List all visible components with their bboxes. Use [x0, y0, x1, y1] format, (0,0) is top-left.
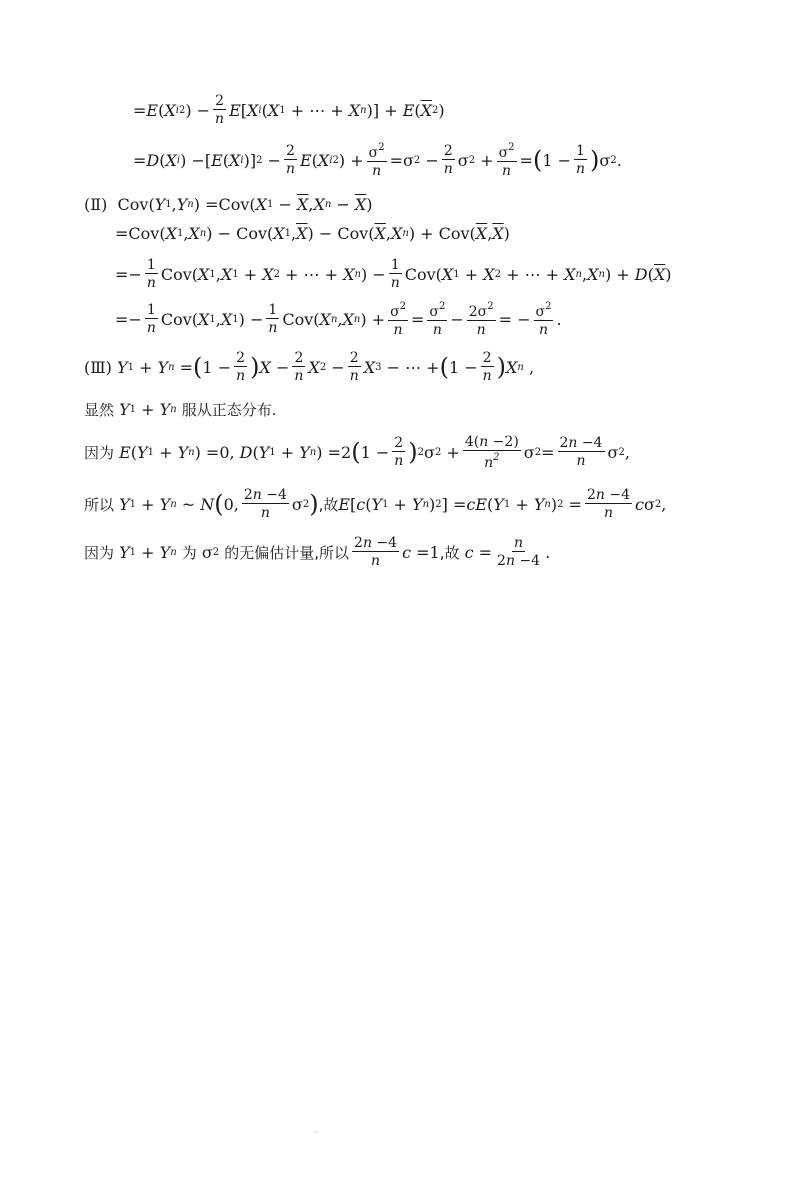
equation-line-1: = E ( X i 2 ) − $\frac{2}{n}$ E [ X i ( X 1 + ⋯ + X n )] + E ( $\overline{X}$ 2 ) [133, 93, 445, 127]
text-line-10: 所以 Y 1 + Y n ~ N ( 0, $\frac{2n -4}{n}$ σ 2 ) ,故 E [ c ( Y 1 + Y n ) 2 ] = cE ( Y 1 + Y n ) 2 = $\frac{2n -4}{n}$ c σ 2 , [84, 487, 667, 521]
scan-mark [314, 1131, 318, 1133]
part-iii-label: (Ⅲ) [84, 357, 112, 377]
fraction: $\frac{2}{n}$ [215, 93, 225, 127]
equation-line-2: = D ( X i ) −[ E ( X i )] 2 − $\frac{2}{n}$ E ( X i 2 ) + $\frac{\sigma^2}{n}$ =σ 2 − $\frac{2}{n}$ σ 2 + $\frac{\sigma^2}{n}$ = ( 1 − $\frac{1}{n}$ ) σ 2 . [133, 141, 622, 179]
text-line-9: 因为 E ( Y 1 + Y n ) =0, D ( Y 1 + Y n ) =2 ( 1 − $\frac{2}{n}$ ) 2 σ 2 + $\frac{4(n -2)}{n^2}$ σ 2 = $\frac{2n -4}{n}$ σ 2 , [84, 433, 630, 471]
equation-line-3: (Ⅱ) Cov( Y 1 , Y n ) =Cov( X 1 − $\overline{X}$ , X n − $\overline{X}$ ) [84, 194, 373, 214]
part-ii-label: (Ⅱ) [84, 194, 108, 214]
equation-line-4: =Cov( X 1 , X n ) − Cov( X 1 , $\overline{X}$ ) − Cov( $\overline{X}$ , X n ) + Cov( $\overline{X}$ , $\overline{X}$ ) [115, 223, 510, 243]
equation-line-6: =− $\frac{1}{n}$ Cov( X 1 , X 1 ) − $\frac{1}{n}$ Cov( X n , X n ) + $\frac{\sigma^2}{n}$ = $\frac{\sigma^2}{n}$ − $\frac{2\sigma^2}{n}$ = − $\frac{\sigma^2}{n}$ . [115, 300, 562, 338]
text-line-8: 显然 Y 1 + Y n 服从正态分布. [84, 399, 277, 419]
text-line-11: 因为 Y 1 + Y n 为 σ 2 的无偏估计量,所以 $\frac{2n -4}{n}$ c =1 ,故 c = $\frac{n}{2n -4}$ . [84, 535, 551, 569]
equation-line-5: =− $\frac{1}{n}$ Cov( X 1 , X 1 + X 2 + ⋯ + X n ) − $\frac{1}{n}$ Cov( X 1 + X 2 + ⋯ + X n , X n ) + D ( $\overline{X}$ ) [115, 257, 672, 291]
equation-line-7: (Ⅲ) Y 1 + Y n = ( 1 − $\frac{2}{n}$ ) X − $\frac{2}{n}$ X 2 − $\frac{2}{n}$ X 3 − ⋯ + ( 1 − $\frac{2}{n}$ ) X n , [84, 350, 535, 384]
